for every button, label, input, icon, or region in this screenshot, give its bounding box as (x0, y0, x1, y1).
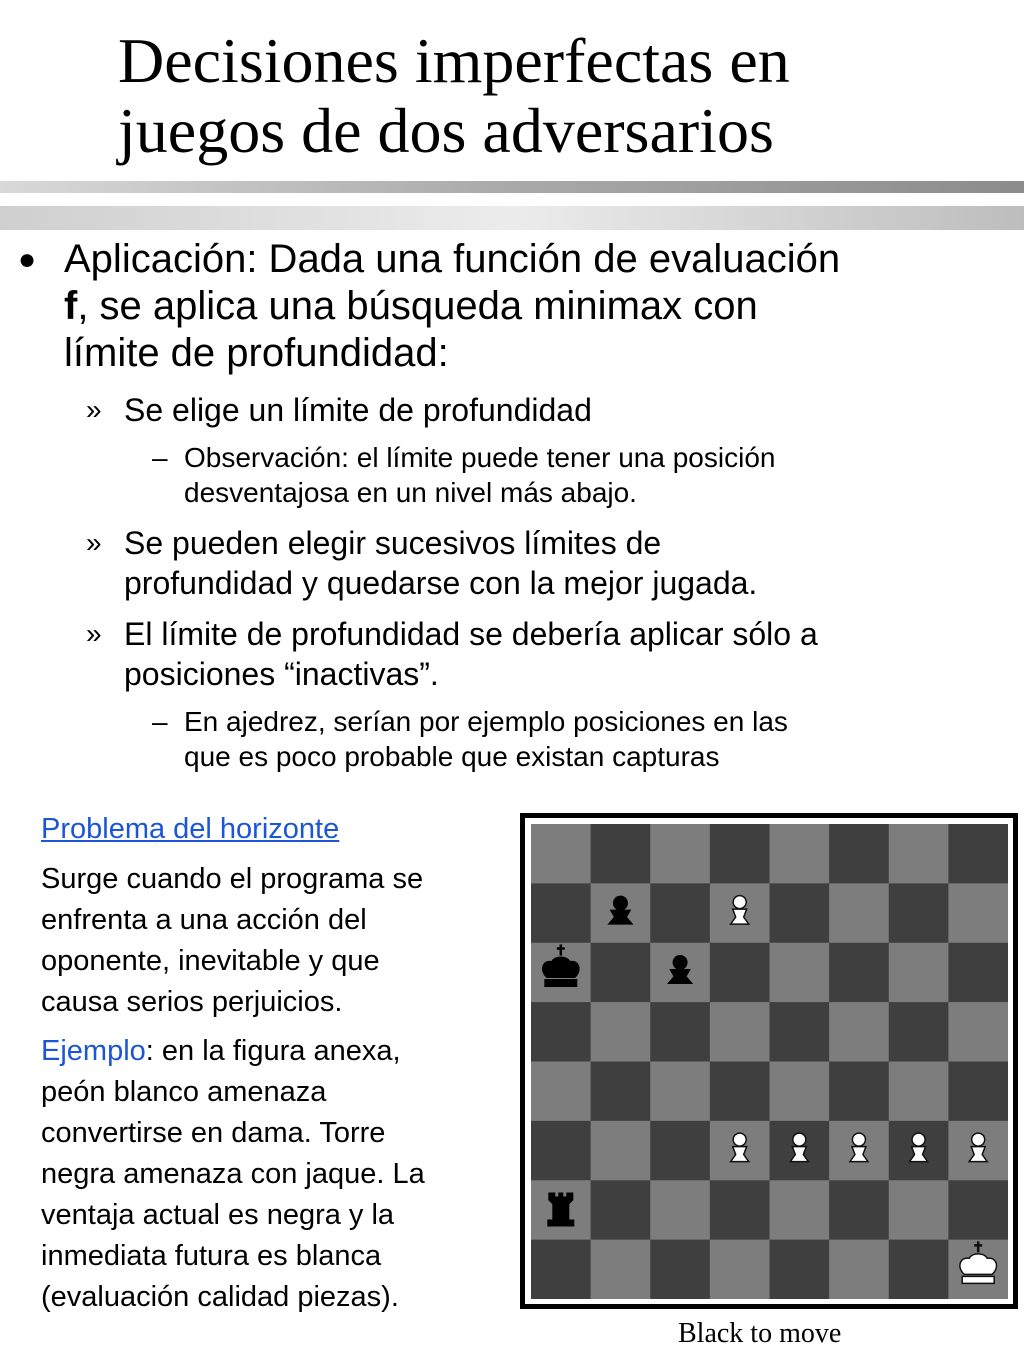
board-square (531, 1240, 591, 1299)
sub-note-1 (152, 440, 964, 510)
white-pawn-icon (731, 1133, 749, 1162)
dash-bullet-icon: – (152, 706, 168, 737)
slide-title (118, 26, 998, 166)
title-line-1: Decisiones imperfectas en (118, 25, 790, 96)
board-square (650, 824, 710, 884)
board-square (650, 1062, 710, 1122)
board-square (591, 1240, 651, 1299)
title-line-2: juegos de dos adversarios (118, 95, 774, 166)
board-square (531, 1062, 591, 1122)
board-square (889, 943, 949, 1003)
board-square (531, 1121, 591, 1181)
board-square (591, 943, 651, 1003)
function-f: f (64, 284, 78, 328)
board-square (948, 1180, 1008, 1240)
board-square (591, 1002, 651, 1062)
sub-note-3 (152, 704, 964, 774)
board-square (829, 1062, 889, 1122)
example-line-6: inmediata futura es blanca (41, 1240, 382, 1272)
example-line-1 (41, 1031, 511, 1072)
board-square (829, 1002, 889, 1062)
board-square (710, 1180, 770, 1240)
main-bullet-line-3: límite de profundidad: (64, 331, 449, 375)
board-square (710, 1240, 770, 1299)
example-line-3: convertirse en dama. Torre (41, 1117, 386, 1149)
board-square (710, 1002, 770, 1062)
white-pawn-icon (910, 1133, 928, 1162)
sub-note-3-line-1: En ajedrez, serían por ejemplo posiciones en las (184, 706, 788, 737)
example-paragraph (41, 1031, 511, 1318)
chevron-bullet-icon: » (86, 618, 102, 649)
dash-bullet-icon: – (152, 442, 168, 473)
board-square (591, 824, 651, 884)
board-square (710, 1062, 770, 1122)
sub-bullet-3 (86, 614, 984, 694)
board-square (531, 824, 591, 884)
board-caption: Black to move (678, 1318, 842, 1349)
sub-bullet-2 (86, 523, 984, 603)
board-square (531, 883, 591, 943)
sub-note-1-line-1: Observación: el límite puede tener una posición (184, 442, 776, 473)
board-square (948, 883, 1008, 943)
board-square (770, 1180, 830, 1240)
chevron-bullet-icon: » (86, 394, 102, 425)
example-line-1-text: : en la figura anexa, (145, 1035, 401, 1067)
board-square (650, 1002, 710, 1062)
horizon-paragraph (41, 859, 511, 1023)
board-square (829, 1240, 889, 1299)
sub-bullet-3-line-2: posiciones “inactivas”. (124, 656, 439, 692)
board-square (650, 883, 710, 943)
board-square (770, 943, 830, 1003)
board-square (829, 943, 889, 1003)
bullet-dot-icon: ● (18, 243, 37, 276)
horizon-paragraph-line-1: Surge cuando el programa se (41, 863, 424, 895)
example-line-2: peón blanco amenaza (41, 1076, 327, 1108)
board-square (591, 1121, 651, 1181)
board-square (650, 1180, 710, 1240)
board-square (889, 1240, 949, 1299)
horizon-heading[interactable] (41, 809, 511, 850)
example-label: Ejemplo (41, 1035, 146, 1067)
sub-bullet-1-text: Se elige un límite de profundidad (124, 392, 592, 428)
sub-bullet-2-line-2: profundidad y quedarse con la mejor jugada. (124, 565, 758, 601)
board-square (770, 1240, 830, 1299)
white-pawn-icon (969, 1133, 987, 1162)
sub-bullet-1 (86, 390, 984, 430)
board-square (829, 883, 889, 943)
board-square (770, 1002, 830, 1062)
main-bullet-line-2 (64, 283, 964, 330)
main-bullet-line-2-text: , se aplica una búsqueda minimax con (77, 284, 758, 328)
example-line-4: negra amenaza con jaque. La (41, 1158, 425, 1190)
board-square (591, 1180, 651, 1240)
board-square (948, 943, 1008, 1003)
board-square (948, 824, 1008, 884)
board-square (889, 1002, 949, 1062)
chevron-bullet-icon: » (86, 527, 102, 558)
white-pawn-icon (790, 1133, 808, 1162)
board-square (591, 1062, 651, 1122)
board-square (889, 824, 949, 884)
sub-note-1-line-2: desventajosa en un nivel más abajo. (184, 477, 637, 508)
board-square (889, 1180, 949, 1240)
sub-bullet-2-line-1: Se pueden elegir sucesivos límites de (124, 525, 662, 561)
chess-board (531, 824, 1008, 1299)
horizon-heading-link[interactable]: Problema del horizonte (41, 813, 340, 845)
board-square (770, 824, 830, 884)
board-square (531, 1002, 591, 1062)
example-line-7: (evaluación calidad piezas). (41, 1281, 399, 1313)
board-square (948, 1062, 1008, 1122)
board-square (889, 883, 949, 943)
example-line-5: ventaja actual es negra y la (41, 1199, 395, 1231)
white-pawn-icon (731, 896, 749, 925)
main-bullet-line-1: Aplicación: Dada una función de evaluación (64, 237, 841, 281)
board-square (770, 883, 830, 943)
board-square (889, 1062, 949, 1122)
board-square (650, 1121, 710, 1181)
sub-bullet-3-line-1: El límite de profundidad se debería aplicar sólo a (124, 616, 818, 652)
horizon-paragraph-line-3: oponente, inevitable y que (41, 945, 380, 977)
sub-note-3-line-2: que es poco probable que existan capturas (184, 741, 720, 772)
board-square (650, 1240, 710, 1299)
board-square (710, 824, 770, 884)
board-square (770, 1062, 830, 1122)
main-bullet (18, 236, 964, 377)
board-square (829, 824, 889, 884)
title-rule-dark (0, 181, 1024, 193)
title-rule-light (0, 206, 1024, 230)
board-square (710, 943, 770, 1003)
board-square (948, 1002, 1008, 1062)
board-square (829, 1180, 889, 1240)
horizon-paragraph-line-2: enfrenta a una acción del (41, 904, 367, 936)
white-pawn-icon (850, 1133, 868, 1162)
horizon-paragraph-line-4: causa serios perjuicios. (41, 986, 343, 1018)
